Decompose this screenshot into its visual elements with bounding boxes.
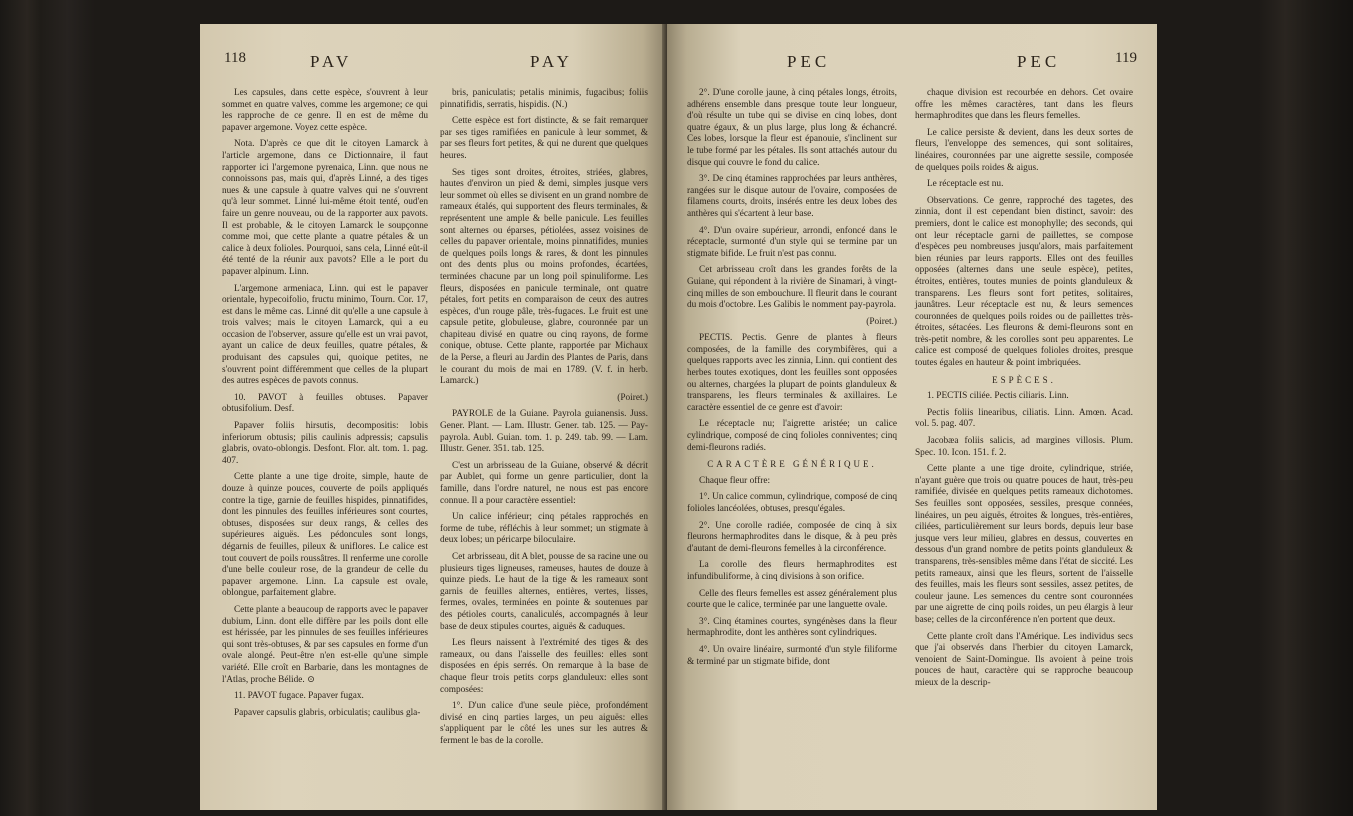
paragraph: 2°. Une corolle radiée, composée de cinq à six fleurons hermaphrodites dans le disque, & à peu près d'autant de demi-fleurons femelles à la circonférence.: [687, 520, 897, 554]
paragraph: L'argemone armeniaca, Linn. qui est le papaver orientale, hypecoifolio, fructu minimo, Tourn. Cor. 17, est dans le même cas. Linné dit qu'elle a une capsule à trois valves; mais le citoyen Lamarck, qui a eu occasion de l'observer, assure qu'elle est un vrai pavot, ayant un calice de deux feuilles, quatre pétales, & produisant des capsules qui, quoique petites, ne s'ouvrent point différemment que celles de la plupart des autres espèces de pavots connus.: [222, 283, 428, 387]
paragraph: Jacobæa foliis salicis, ad margines villosis. Plum. Spec. 10. Icon. 151. f. 2.: [915, 436, 1133, 458]
paragraph: ESPÈCES.: [992, 374, 1056, 385]
paragraph: 1. PECTIS ciliée. Pectis ciliaris. Linn.: [927, 391, 1069, 402]
paragraph: CARACTÈRE GÉNÉRIQUE.: [707, 459, 877, 470]
paragraph: 11. PAVOT fugace. Papaver fugax.: [234, 691, 364, 702]
folio-right: 119: [1115, 50, 1137, 66]
paragraph: La corolle des fleurs hermaphrodites est infundibuliforme, à cinq divisions à son orifice.: [687, 560, 897, 582]
paragraph: Papaver foliis hirsutis, decompositis: lobis inferiorum obtusis; pilis caulinis adpressis; capsulis glabris, ovato-oblongis. Desfont. Flor. alt. tom. 1. pag. 407.: [222, 421, 428, 466]
paragraph: 1°. D'un calice d'une seule pièce, profondément divisé en cinq parties larges, un peu aiguës: elles s'appliquent par le côté les unes sur les autres & ferment le bas de la corolle.: [440, 701, 648, 746]
paragraph: (Poiret.): [866, 316, 897, 327]
paragraph: C'est un arbrisseau de la Guiane, observé & décrit par Aublet, qui forme un genre particulier, dont la famille, dans l'ordre naturel, ne nous est pas encore connue. Il a pour caractère essentiel:: [440, 460, 648, 506]
right-column-2: [915, 88, 1133, 695]
running-head-left: PAV: [310, 52, 353, 71]
paragraph: Cette plante croît dans l'Amérique. Les individus secs que j'ai observés dans l'herbier du citoyen Lamarck, venoient de Saint-Domingue. Ils avoient à peine trois pouces de haut, caractère qui se rapproche beaucoup mieux de la descrip-: [915, 631, 1133, 688]
paragraph: bris, paniculatis; petalis minimis, fugacibus; foliis pinnatifidis, serratis, hispidis. (N.): [440, 88, 648, 110]
paragraph: Cet arbrisseau croît dans les grandes forêts de la Guiane, qui répondent à la rivière de Sinamari, à vingt-cinq milles de son embouchure. Il fleurit dans le courant du mois d'octobre. Les Galibis le nomment pay-payrola.: [687, 265, 897, 311]
paragraph: Les fleurs naissent à l'extrémité des tiges & des rameaux, ou dans l'aisselle des feuilles: elles sont disposées en épis serrés. On remarque à la base de chaque fleur trois petits corps glanduleux: elles sont composées:: [440, 638, 648, 695]
paragraph: 4°. Un ovaire linéaire, surmonté d'un style filiforme & terminé par un stigmate bifide, dont: [687, 644, 897, 667]
left-column-1: [222, 88, 428, 724]
running-head-right: PEC: [787, 52, 831, 71]
paragraph: chaque division est recourbée en dehors. Cet ovaire offre les mêmes caractères, tant dans les fleurs hermaphrodites que dans les fleurs femelles.: [915, 88, 1133, 122]
paragraph: Le réceptacle est nu.: [927, 179, 1004, 190]
folio-left: 118: [224, 50, 246, 66]
paragraph: Un calice inférieur; cinq pétales rapprochés en forme de tube, réfléchis à leur sommet; un stigmate à deux lobes; un péricarpe biloculaire.: [440, 512, 648, 546]
paragraph: Papaver capsulis glabris, orbiculatis; caulibus gla-: [234, 707, 421, 718]
paragraph: Nota. D'après ce que dit le citoyen Lamarck à l'article argemone, dans ce Dictionnaire, il faut rapporter ici l'argemone pyrenaica, Linn. que nous ne connoissons pas, mais qui, d'après Linné, a des tiges nues & une capsule à quatre valves qui ne s'ouvrent qu'à leur sommet. Linné lui-même étoit tenté, oud'en faire un genre nouveau, ou de la rapporter aux pavots. Il est probable, & le citoyen Lamarck le soupçonne comme moi, que cette plante a quatre pétales & un calice à deux folioles. Pourquoi, sans cela, Linné eût-il été tenté de la réunir aux pavots? Elle a le port du papaver alpinum. Linn.: [222, 139, 428, 277]
paragraph: 2°. D'une corolle jaune, à cinq pétales longs, étroits, adhérens ensemble dans presque toute leur longueur, d'où résulte un tube qui se divise en cinq lobes, dont quatre égaux, & un plus large, plus long & échancré. Ces lobes, lorsque la fleur est épanouie, s'inclinent sur le tube formé par les pétales. Ils sont attachés autour du disque qui couvre le fond du calice.: [687, 88, 897, 168]
paragraph: Observations. Ce genre, rapproché des tagetes, des zinnia, dont il est cependant bien distinct, savoir: des premiers, dont le calice est monophylle; des seconds, qui ont leur réceptacle garni de paillettes, se compose d'espèces peu nombreuses jusqu'alors, mais parfaitement bien réunies par leurs rapports. Elles ont des feuilles opposées (alternes dans une seule espèce), petites, étroites, entières, toutes munies de points glanduleux & transparens. Les fleurs sont fort petites, solitaires, jaunâtres. Leur réceptacle est nu, & leurs semences couronnées de quelques poils roides ou de paillettes très-étroites, sétacées. Les fleurons & demi-fleurons sont en très-petit nombre, & les corolles sont peu apparentes. Le calice est composé de quelques folioles droites, presque toutes égales en hauteur & point imbriquées.: [915, 195, 1133, 369]
paragraph: Cette espèce est fort distincte, & se fait remarquer par ses tiges ramifiées en panicule à leur sommet, & par ses fleurs fort petites, & qui ne durent que quelques heures.: [440, 116, 648, 161]
paragraph: Cette plante a une tige droite, simple, haute de douze à quinze pouces, couverte de poils appliqués contre la tige, garnie de feuilles hispides, pinnatifides, dont les pinnules des feuilles inférieures sont courtes, obtuses, disposées sur deux rangs, & celles des supérieures aiguës. Les pédoncules sont longs, dégarnis de feuilles, pileux & uniflores. Le calice est tout couvert de poils roussâtres. Il renferme une corolle d'une belle couleur rose, de la grandeur de celle du papaver argemone. Linn. La capsule est ovale, oblongue, parfaitement glabre.: [222, 472, 428, 599]
paragraph: 1°. Un calice commun, cylindrique, composé de cinq folioles lancéolées, obtuses, presqu'égales.: [687, 492, 897, 514]
paragraph: 3°. Cinq étamines courtes, syngénèses dans la fleur hermaphrodite, dont les anthères sont cylindriques.: [687, 616, 897, 639]
paragraph: PAYROLE de la Guiane. Payrola guianensis. Juss. Gener. Plant. — Lam. Illustr. Gener. tab. 125. — Pay-payrola. Aubl. Guian. tom. 1. p. 249. tab. 99. — Lam. Illustr. Gener. 351. tab. 125.: [440, 409, 648, 455]
paragraph: Ses tiges sont droites, étroites, striées, glabres, hautes d'environ un pied & demi, simples jusque vers leur sommet où elles se divisent en un grand nombre de rameaux étalés, qui supportent des fleurs terminales, & représentent une ample & belle panicule. Les feuilles sont alternes ou éparses, pétiolées, assez voisines de celles du papaver orientale, moins pinnatifides, munies de quelques poils longs & rares, & dont les pinnules ont des dents plus ou moins profondes, écartées, terminées chacune par un long poil spinuliforme. Les fleurs, disposées en panicule terminale, ont quatre pétales, fort petits en comparaison de ceux des autres espèces, d'un rouge pâle, très-fugaces. Le fruit est une capsule petite, globuleuse, glabre, couronnée par un chapiteau divisé en quatre ou cinq rayons, de forme conique, obtuse. Cette plante, rapportée par Michaux de la Perse, a fleuri au Jardin des Plantes de Paris, dans le courant du mois de mai en 1789. (V. f. in herb. Lamarck.): [440, 167, 648, 387]
paragraph: Les capsules, dans cette espèce, s'ouvrent à leur sommet en quatre valves, comme les argemone; ce qui les rapproche de ce genre. Il en est de même du papaver argemone. Voyez cette espèce.: [222, 88, 428, 133]
right-column-1: [687, 88, 897, 673]
left-column-2: [440, 88, 648, 752]
paragraph: Cette plante a une tige droite, cylindrique, striée, n'ayant guère que trois ou quatre pouces de haut, très-peu ramifiée, divisée en quelques petits rameaux dichotomes. Ses feuilles sont opposées, sessiles, presque connées, linéaires, un peu aiguës, étroites & longues, très-entières, ciliées, particulièrement sur leurs bords, depuis leur base jusque vers leur milieu, glabres en dessus, couvertes en dessous d'un grand nombre de petits points glanduleux & transparens, très-sensibles même dans l'état de siccité. Les petits rameaux, ainsi que les fleurs, sortent de l'aisselle des feuilles, mais les fleurs sont sessiles, assez petites, de couleur jaune. Les semences du centre sont couronnées par une aigrette de cinq poils roides, un peu élargis à leur base; celles de la circonférence n'en portent que deux.: [915, 464, 1133, 625]
paragraph: Celle des fleurs femelles est assez généralement plus courte que le calice, terminée par une languette ovale.: [687, 588, 897, 611]
right-page: [667, 24, 1157, 810]
paragraph: Chaque fleur offre:: [699, 475, 771, 486]
paragraph: 3°. De cinq étamines rapprochées par leurs anthères, rangées sur le disque autour de l'ovaire, composées de filamens courts, droits, insérés entre les deux lobes des anthères qui s'écartent à leur base.: [687, 174, 897, 219]
running-head-left-2: PAY: [530, 52, 573, 71]
paragraph: Cet arbrisseau, dit A blet, pousse de sa racine une ou plusieurs tiges ligneuses, rameuses, hautes de douze à quinze pieds. Le haut de la tige & les rameaux sont garnis de feuilles alternes, entières, vertes, lisses, fermes, ovales, terminées en pointe & soutenues par des pétioles courts, canaliculés, accompagnés à leur base de deux stipules courtes, aiguës & caduques.: [440, 551, 648, 632]
running-head-right-2: PEC: [1017, 52, 1061, 71]
paragraph: Pectis foliis linearibus, ciliatis. Linn. Amœn. Acad. vol. 5. pag. 407.: [915, 407, 1133, 430]
paragraph: (Poiret.): [617, 392, 648, 403]
paragraph: Le réceptacle nu; l'aigrette aristée; un calice cylindrique, composé de cinq folioles conniventes; cinq demi-fleurons radiés.: [687, 419, 897, 453]
left-page: [200, 24, 666, 810]
paragraph: PECTIS. Pectis. Genre de plantes à fleurs composées, de la famille des corymbifères, qui a quelques rapports avec les zinnia, Linn. qui contient des herbes toutes exotiques, dont les feuilles sont opposées ou alternes, chargées la plupart de points glanduleux & transparens, les fleurs terminales & axillaires. Le caractère essentiel de ce genre est d'avoir:: [687, 333, 897, 413]
paragraph: 10. PAVOT à feuilles obtuses. Papaver obtusifolium. Desf.: [222, 392, 428, 415]
paragraph: Cette plante a beaucoup de rapports avec le papaver dubium, Linn. dont elle diffère par les poils dont elle est hérissée, par les pinnules de ses feuilles inférieures qui sont très-obtuses, & par ses capsules en forme d'un ovale alongé. Peut-être n'en est-elle qu'une simple variété. Elle croît en Barbarie, dans les montagnes de l'Atlas, proche Bélide. ⊙: [222, 604, 428, 685]
paragraph: 4°. D'un ovaire supérieur, arrondi, enfoncé dans le réceptacle, surmonté d'un style qui se termine par un stigmate bifide. Le fruit n'est pas connu.: [687, 225, 897, 259]
paragraph: Le calice persiste & devient, dans les deux sortes de fleurs, l'enveloppe des semences, qui sont solitaires, linéaires, couronnées par une aigrette sessile, composée de quelques poils roides & aigus.: [915, 127, 1133, 173]
